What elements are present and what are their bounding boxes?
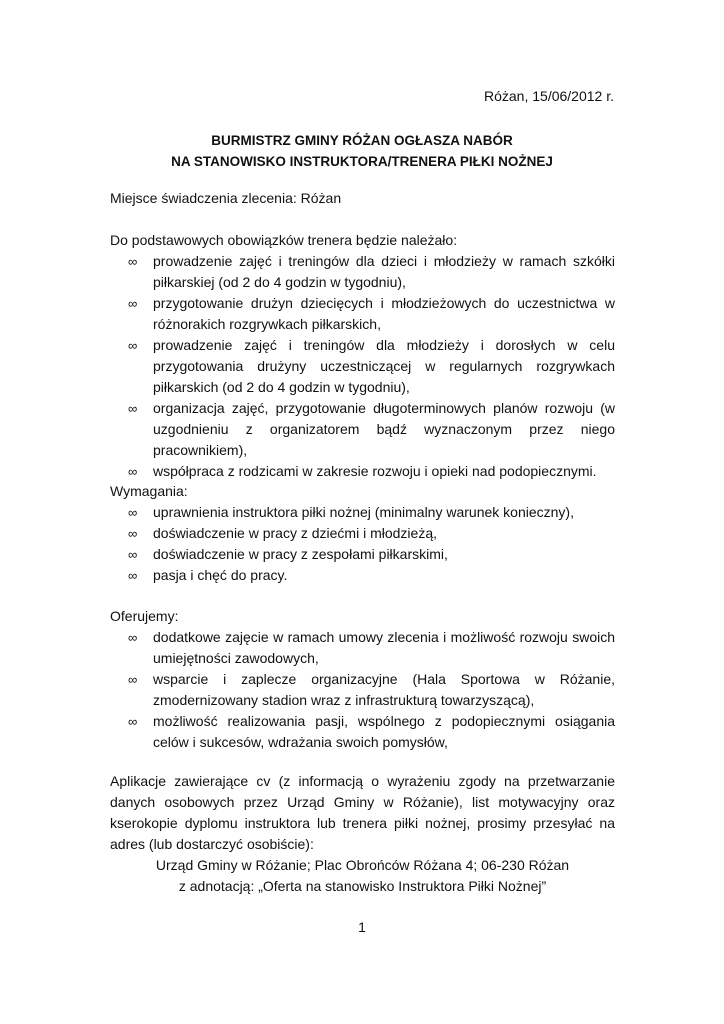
list-item: ∞ pasja i chęć do pracy. [110, 565, 615, 586]
place-of-work [110, 188, 615, 209]
list-item: ∞ wsparcie i zaplecze organizacyjne (Hala Sportowa w Różanie, zmodernizowany stadion wraz z infrastrukturą towarzyszącą), [128, 671, 615, 708]
offer-section [110, 606, 615, 753]
list-item: ∞ prowadzenie zajęć i treningów dla dzieci i młodzieży w ramach szkółki piłkarskiej (od 2 do 4 godzin w tygodniu), [128, 253, 615, 290]
infinity-bullet-icon: ∞ [128, 568, 138, 583]
announcement-title [0, 130, 724, 172]
duties-list [110, 251, 615, 482]
requirements-section [110, 481, 615, 586]
requirements-list [110, 502, 615, 586]
infinity-bullet-icon: ∞ [128, 338, 138, 353]
application-text: Aplikacje zawierające cv (z informacją o wyrażeniu zgody na przetwarzanie danych osobowych przez Urząd Gminy w Różanie), list motywacyjny oraz kserokopie dyplomu instruktora lub trenera piłki nożnej, prosimy przesyłać na adres (lub dostarczyć osobiście): [110, 773, 615, 852]
document-date: Różan, 15/06/2012 r. [484, 88, 614, 104]
infinity-bullet-icon: ∞ [128, 505, 138, 520]
place-text: Miejsce świadczenia zlecenia: Różan [110, 190, 342, 206]
list-item: ∞ dodatkowe zajęcie w ramach umowy zlecenia i możliwość rozwoju swoich umiejętności zawodowych, [128, 629, 615, 666]
page-number: 1 [358, 919, 366, 935]
list-item: ∞ organizacja zajęć, przygotowanie długoterminowych planów rozwoju (w uzgodnieniu z organizatorem bądź wyznaczonym przez niego pracownikiem), [128, 400, 615, 458]
list-item: ∞ prowadzenie zajęć i treningów dla młodzieży i dorosłych w celu przygotowania drużyny uczestniczącej w regularnych rozgrywkach piłkarskich (od 2 do 4 godzin w tygodniu), [128, 337, 615, 395]
duties-heading: Do podstawowych obowiązków trenera będzie należało: [110, 232, 458, 248]
infinity-bullet-icon: ∞ [128, 526, 138, 541]
infinity-bullet-icon: ∞ [128, 464, 138, 479]
application-section [110, 771, 615, 897]
application-note: z adnotacją: „Oferta na stanowisko Instruktora Piłki Nożnej” [178, 878, 547, 894]
list-item: ∞ doświadczenie w pracy z dziećmi i młodzieżą, [110, 523, 615, 544]
list-item: ∞ współpraca z rodzicami w zakresie rozwoju i opieki nad podopiecznymi. [110, 461, 615, 482]
infinity-bullet-icon: ∞ [128, 401, 138, 416]
list-item: ∞ przygotowanie drużyn dziecięcych i młodzieżowych do uczestnictwa w różnorakich rozgrywkach piłkarskich, [128, 295, 615, 332]
application-address: Urząd Gminy w Różanie; Plac Obrońców Różana 4; 06-230 Różan [155, 857, 570, 873]
infinity-bullet-icon: ∞ [128, 672, 138, 687]
list-item: ∞ możliwość realizowania pasji, wspólnego z podopiecznymi osiągania celów i sukcesów, wdrażania swoich pomysłów, [128, 713, 615, 750]
infinity-bullet-icon: ∞ [128, 296, 138, 311]
title-line-2: NA STANOWISKO INSTRUKTORA/TRENERA PIŁKI NOŻNEJ [171, 154, 553, 169]
requirements-heading: Wymagania: [110, 483, 188, 499]
list-item: ∞ doświadczenie w pracy z zespołami piłkarskimi, [110, 544, 615, 565]
infinity-bullet-icon: ∞ [128, 547, 138, 562]
infinity-bullet-icon: ∞ [128, 254, 138, 269]
infinity-bullet-icon: ∞ [128, 714, 138, 729]
title-line-1: BURMISTRZ GMINY RÓŻAN OGŁASZA NABÓR [211, 133, 513, 148]
infinity-bullet-icon: ∞ [128, 630, 138, 645]
offer-list [110, 627, 615, 753]
offer-heading: Oferujemy: [110, 608, 179, 624]
duties-section [110, 230, 615, 482]
list-item: ∞ uprawnienia instruktora piłki nożnej (minimalny warunek konieczny), [110, 502, 615, 523]
